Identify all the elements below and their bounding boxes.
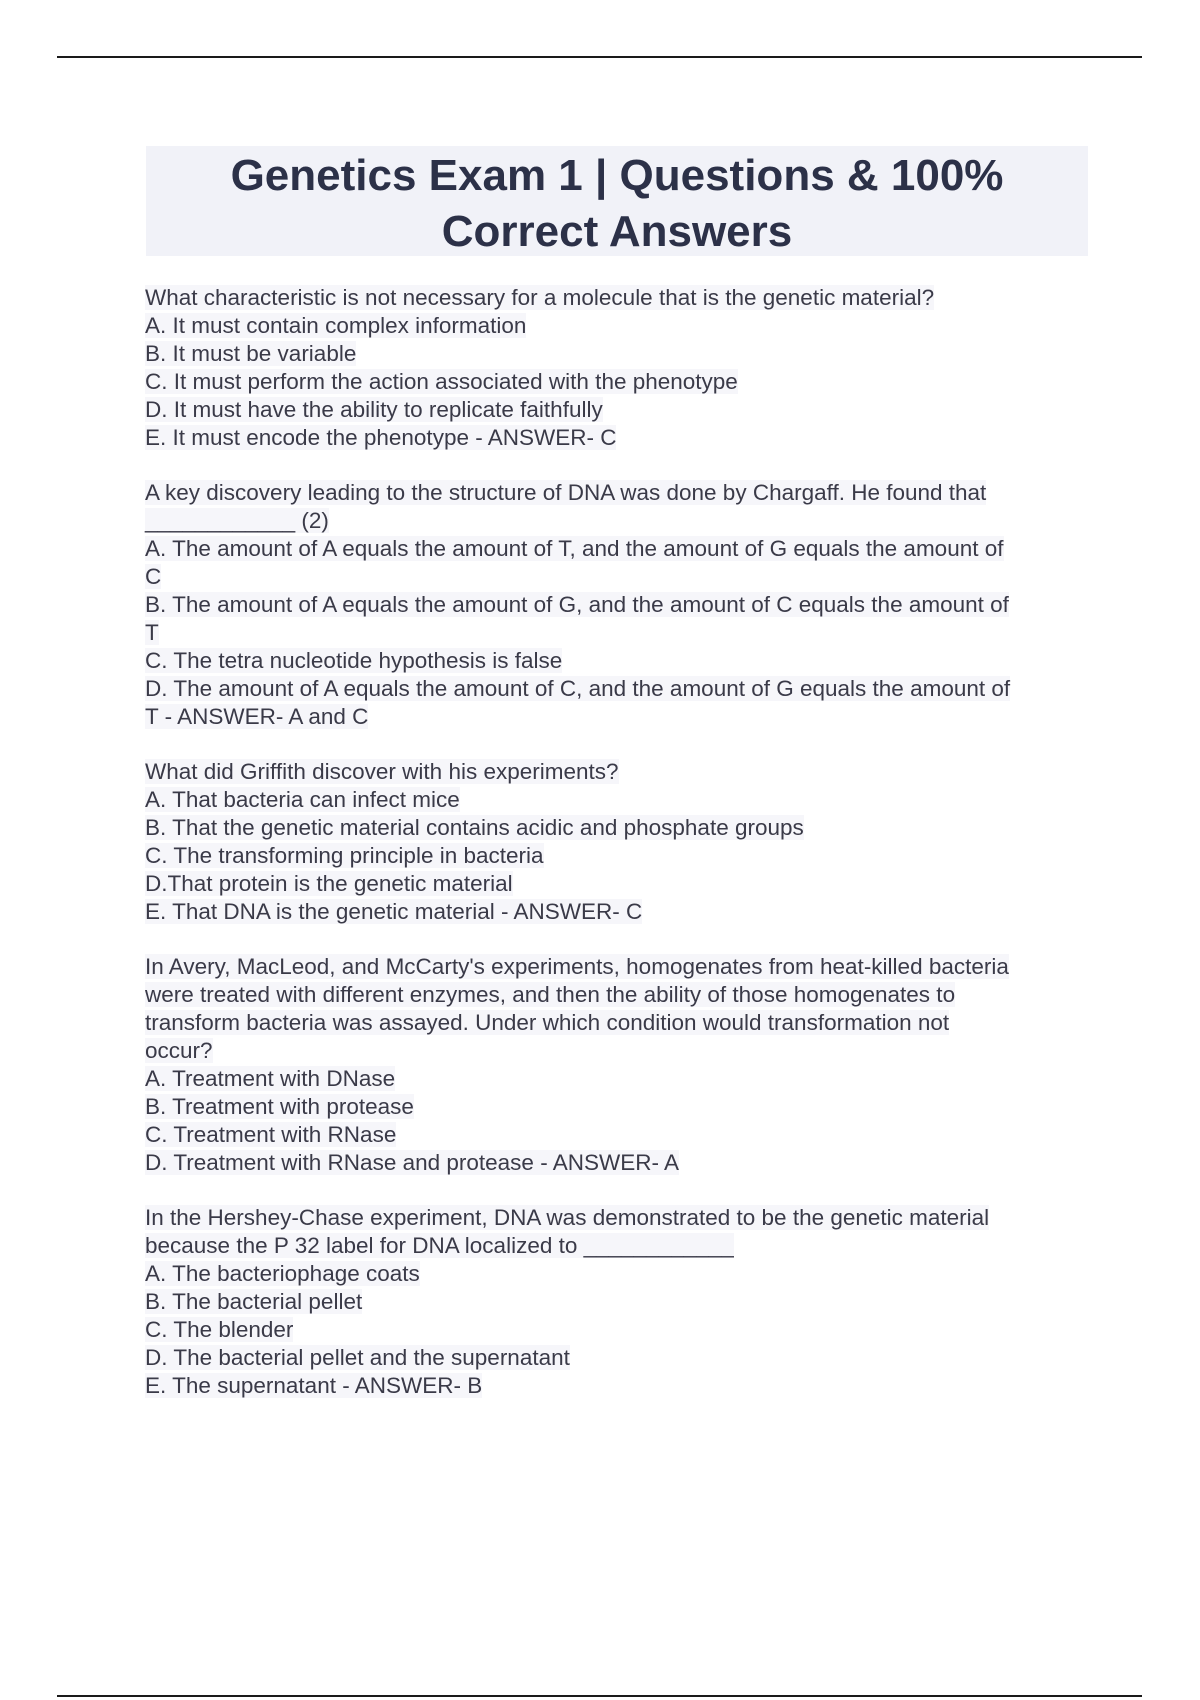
question-4-option-b: B. Treatment with protease	[145, 1094, 414, 1119]
question-4-option-c: C. Treatment with RNase	[145, 1122, 397, 1147]
question-1-option-d: D. It must have the ability to replicate faithfully	[145, 397, 603, 422]
question-5-option-d: D. The bacterial pellet and the supernatant	[145, 1345, 570, 1370]
question-list	[145, 284, 1095, 1427]
question-4-prompt-cont-1: were treated with different enzymes, and then the ability of those homogenates to	[145, 982, 956, 1007]
question-2-option-c: C. The tetra nucleotide hypothesis is false	[145, 648, 563, 673]
question-block-4	[145, 953, 1095, 1177]
question-block-3	[145, 758, 1095, 926]
question-3-option-d: D.That protein is the genetic material	[145, 871, 513, 896]
title-line-2: Correct Answers	[441, 207, 793, 256]
question-4-prompt: In Avery, MacLeod, and McCarty's experiments, homogenates from heat-killed bacteria	[145, 954, 1009, 979]
question-3-option-b: B. That the genetic material contains acidic and phosphate groups	[145, 815, 804, 840]
page-title	[146, 148, 1088, 260]
question-2-option-b-cont: T	[145, 620, 159, 645]
question-2-option-a-cont: C	[145, 564, 162, 589]
question-2-prompt: A key discovery leading to the structure of DNA was done by Chargaff. He found that	[145, 480, 987, 505]
question-5-option-b: B. The bacterial pellet	[145, 1289, 363, 1314]
question-1-option-b: B. It must be variable	[145, 341, 357, 366]
question-1-option-a: A. It must contain complex information	[145, 313, 527, 338]
top-rule	[57, 56, 1142, 58]
question-2-option-a: A. The amount of A equals the amount of T, and the amount of G equals the amount of	[145, 536, 1004, 561]
question-1-option-e-answer: E. It must encode the phenotype - ANSWER- C	[145, 425, 617, 450]
question-4-prompt-cont-3: occur?	[145, 1038, 213, 1063]
question-2-option-d-answer: T - ANSWER- A and C	[145, 704, 369, 729]
question-2-option-d: D. The amount of A equals the amount of C, and the amount of G equals the amount of	[145, 676, 1011, 701]
question-block-2	[145, 479, 1095, 731]
title-line-1: Genetics Exam 1 | Questions & 100%	[230, 151, 1004, 200]
question-5-option-e-answer: E. The supernatant - ANSWER- B	[145, 1373, 483, 1398]
question-5-prompt: In the Hershey-Chase experiment, DNA was demonstrated to be the genetic material	[145, 1205, 990, 1230]
question-5-option-a: A. The bacteriophage coats	[145, 1261, 420, 1286]
bottom-rule	[57, 1695, 1142, 1697]
question-4-option-d-answer: D. Treatment with RNase and protease - ANSWER- A	[145, 1150, 679, 1175]
question-3-option-a: A. That bacteria can infect mice	[145, 787, 460, 812]
question-1-prompt: What characteristic is not necessary for a molecule that is the genetic material?	[145, 285, 935, 310]
question-3-option-e-answer: E. That DNA is the genetic material - ANSWER- C	[145, 899, 643, 924]
question-5-option-c: C. The blender	[145, 1317, 294, 1342]
question-block-1	[145, 284, 1095, 452]
question-2-prompt-blank: ____________ (2)	[145, 508, 329, 533]
question-1-option-c: C. It must perform the action associated with the phenotype	[145, 369, 738, 394]
question-4-option-a: A. Treatment with DNase	[145, 1066, 396, 1091]
question-2-option-b: B. The amount of A equals the amount of G, and the amount of C equals the amount of	[145, 592, 1009, 617]
question-block-5	[145, 1204, 1095, 1400]
question-3-prompt: What did Griffith discover with his experiments?	[145, 759, 619, 784]
question-3-option-c: C. The transforming principle in bacteria	[145, 843, 544, 868]
question-5-prompt-cont: because the P 32 label for DNA localized to ____________	[145, 1233, 734, 1258]
title-banner	[146, 146, 1088, 256]
question-4-prompt-cont-2: transform bacteria was assayed. Under which condition would transformation not	[145, 1010, 950, 1035]
